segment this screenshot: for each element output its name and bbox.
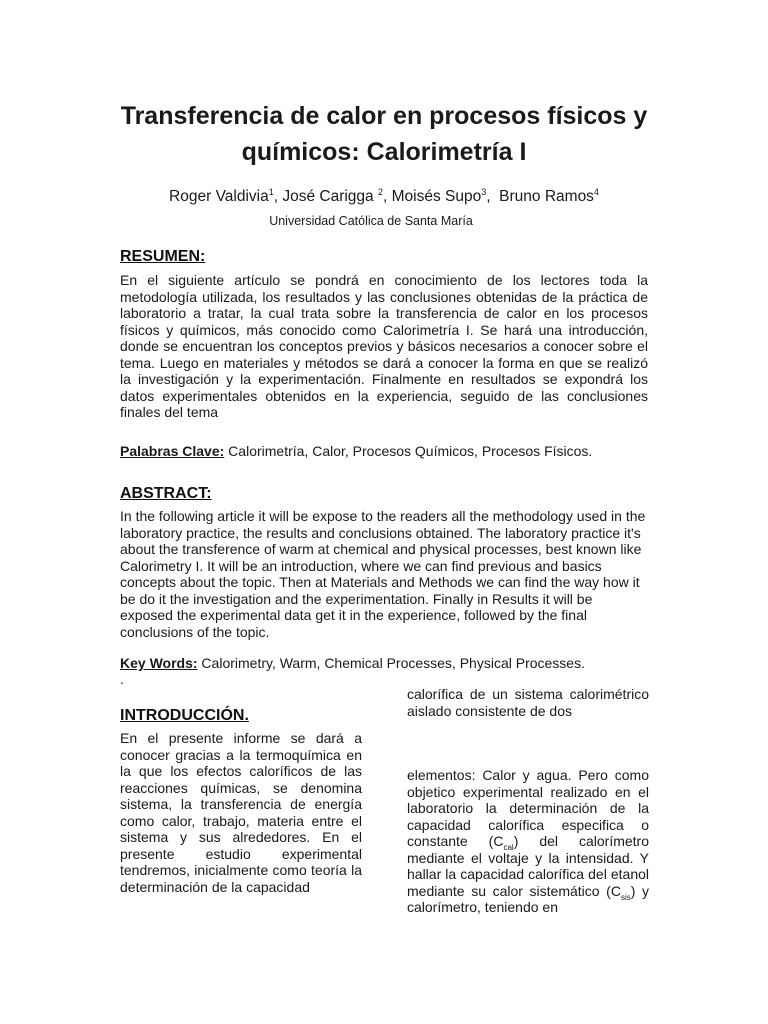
right-text-part-c: ) y calorímetro, teniendo en (407, 882, 650, 915)
abstract-heading: ABSTRACT: (120, 485, 212, 502)
right-text-part-a: elementos: Calor y agua. Pero como objetico experimental realizado en el laboratorio la determinación de la capacidad calorífica especifica o constante (C (407, 767, 649, 849)
subscript-cal: cal (503, 842, 514, 852)
introduccion-heading: INTRODUCCIÓN. (120, 707, 249, 724)
right-text-part-b: ) del calorímetro mediante el voltaje y la intensidad. Y hallar la capacidad calorífica del etanol mediante su calor sistemático (C (407, 833, 649, 899)
author-name: Bruno Ramos (499, 188, 594, 205)
author-affiliation-mark: 2 (377, 186, 383, 197)
author-name: Roger Valdivia (169, 188, 269, 205)
affiliation: Universidad Católica de Santa María (269, 214, 473, 228)
abstract-text: In the following article it will be expose to the readers all the methodology used in the laboratory practice, the results and conclusions obtained. The laboratory practice it's about the transference of warm at chemical and physical processes, best known like Calorimetry I. It will be an introduction, where we can find previous and basics concepts about the topic. Then at Materials and Methods we can find the way how it be do it the investigation and the experimentation. Finally in Results it will be exposed the experimental data get it in the experience, followed by the final conclusions of the topic. (120, 508, 646, 640)
author-affiliation-mark: 1 (268, 186, 274, 197)
author-name: Moisés Supo (391, 188, 482, 205)
palabras-clave-text: Calorimetría, Calor, Procesos Químicos, Procesos Físicos. (224, 443, 593, 459)
introduccion-left-column: En el presente informe se dará a conocer gracias a la termoquímica en la que los efectos caloríficos de las reacciones químicas, se denomina sistema, la transferencia de energía como calor, trabajo, materia entre el sistema y sus alrededores. En el presente estudio experimental tendremos, inicialmente como teoría la determinación de la capacidad (120, 730, 362, 895)
key-words-text: Calorimetry, Warm, Chemical Processes, Physical Processes. (197, 655, 585, 671)
palabras-clave (120, 443, 648, 460)
key-words-label: Key Words: (120, 655, 198, 671)
paper-title: Transferencia de calor en procesos físicos y químicos: Calorimetría I (120, 102, 648, 166)
introduccion-right-top: calorífica de un sistema calorimétrico aislado consistente de dos (407, 686, 649, 719)
author-affiliation-mark: 3 (481, 186, 487, 197)
author-name: José Carigga (282, 188, 378, 205)
key-words-trailing: . (120, 671, 124, 687)
author-affiliation-mark: 4 (593, 186, 599, 197)
palabras-clave-label: Palabras Clave: (120, 443, 225, 459)
author-list: Roger Valdivia$^1$, José Carigga $^2$, Moisés Supo$^3$, Bruno Ramos$^4$ (169, 186, 599, 205)
resumen-text: En el siguiente artículo se pondrá en conocimiento de los lectores toda la metodología utilizada, los resultados y las conclusiones obtenidas de la práctica de laboratorio a tratar, la cual trata sobre la transferencia de calor en los procesos físicos y químicos, más conocido como Calorimetría I. Se hará una introducción, donde se encuentran los conceptos previos y básicos necesarios a conocer sobre el tema. Luego en materiales y métodos se dará a conocer la forma en que se realizó la investigación y la experimentación. Finalmente en resultados se expondrá los datos experimentales obtenidos en la experiencia, seguido de las conclusiones finales del tema (120, 272, 648, 420)
key-words (120, 655, 648, 672)
introduccion-right-paragraph (407, 767, 649, 916)
resumen-heading: RESUMEN: (120, 248, 206, 265)
subscript-sis: sis (620, 892, 631, 902)
